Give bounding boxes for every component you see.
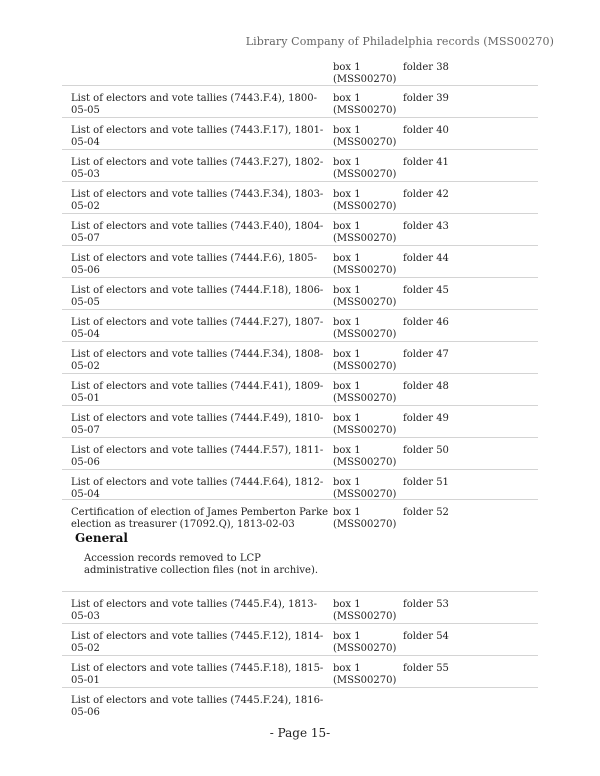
table-row	[62, 309, 538, 342]
item-box: box 1 (MSS00270)	[333, 381, 397, 404]
item-title: List of electors and vote tallies (7445.F.18), 1815-05-01	[71, 663, 324, 686]
table-row	[62, 373, 538, 406]
item-folder: folder 53	[403, 599, 449, 610]
table-row	[62, 213, 538, 246]
item-title: List of electors and vote tallies (7444.F.34), 1808-05-02	[71, 349, 324, 372]
item-box: box 1 (MSS00270)	[333, 157, 397, 180]
item-folder: folder 47	[403, 349, 449, 360]
item-title: List of electors and vote tallies (7444.F.6), 1805-05-06	[71, 253, 317, 276]
item-box: box 1 (MSS00270)	[333, 317, 397, 340]
item-title: List of electors and vote tallies (7443.F.27), 1802-05-03	[71, 157, 324, 180]
item-folder: folder 39	[403, 93, 449, 104]
table-row	[62, 341, 538, 374]
table-row	[62, 687, 538, 720]
table-row	[62, 655, 538, 688]
item-title: List of electors and vote tallies (7444.F.18), 1806-05-05	[71, 285, 324, 308]
item-box: box 1 (MSS00270)	[333, 507, 397, 530]
table-row	[62, 117, 538, 150]
item-folder: folder 41	[403, 157, 449, 168]
table-row	[62, 245, 538, 278]
table-row	[62, 591, 538, 624]
item-folder: folder 50	[403, 445, 449, 456]
item-folder: folder 43	[403, 221, 449, 232]
item-folder: folder 49	[403, 413, 449, 424]
item-title: List of electors and vote tallies (7444.F.57), 1811-05-06	[71, 445, 324, 468]
table-row	[62, 85, 538, 118]
item-title: List of electors and vote tallies (7444.F.49), 1810-05-07	[71, 413, 324, 436]
item-box: box 1 (MSS00270)	[333, 253, 397, 276]
item-box: box 1 (MSS00270)	[333, 663, 397, 686]
table-row	[62, 469, 538, 502]
item-title: List of electors and vote tallies (7445.F.4), 1813-05-03	[71, 599, 317, 622]
item-box: box 1 (MSS00270)	[333, 631, 397, 654]
item-box: box 1 (MSS00270)	[333, 189, 397, 212]
item-title: List of electors and vote tallies (7443.F.40), 1804-05-07	[71, 221, 324, 244]
item-box: box 1 (MSS00270)	[333, 62, 397, 85]
page-number: - Page 15-	[269, 726, 331, 740]
item-title: List of electors and vote tallies (7445.F.12), 1814-05-02	[71, 631, 324, 654]
item-box: box 1 (MSS00270)	[333, 285, 397, 308]
table-row	[62, 623, 538, 656]
general-note: Accession records removed to LCP administrative collection files (not in archive).	[84, 553, 319, 576]
item-title: List of electors and vote tallies (7443.F.34), 1803-05-02	[71, 189, 324, 212]
item-folder: folder 44	[403, 253, 449, 264]
item-box: box 1 (MSS00270)	[333, 221, 397, 244]
table-row	[62, 181, 538, 214]
item-title: List of electors and vote tallies (7444.F.41), 1809-05-01	[71, 381, 324, 404]
item-folder: folder 46	[403, 317, 449, 328]
table-row	[62, 277, 538, 310]
item-box: box 1 (MSS00270)	[333, 413, 397, 436]
item-folder: folder 48	[403, 381, 449, 392]
item-title: List of electors and vote tallies (7445.F.24), 1816-05-06	[71, 695, 324, 718]
item-folder: folder 38	[403, 62, 449, 73]
item-folder: folder 55	[403, 663, 449, 674]
table-row	[62, 437, 538, 470]
item-title: List of electors and vote tallies (7444.F.64), 1812-05-04	[71, 477, 324, 500]
item-folder: folder 40	[403, 125, 449, 136]
page-header-title: Library Company of Philadelphia records (MSS00270)	[245, 35, 554, 48]
table-row	[62, 149, 538, 182]
item-title: Certification of election of James Pemberton Parke election as treasurer (17092.Q), 1813-02-03	[71, 507, 329, 530]
item-title: List of electors and vote tallies (7443.F.17), 1801-05-04	[71, 125, 324, 148]
table-row	[62, 405, 538, 438]
item-box: box 1 (MSS00270)	[333, 349, 397, 372]
item-folder: folder 51	[403, 477, 449, 488]
item-folder: folder 42	[403, 189, 449, 200]
item-folder: folder 54	[403, 631, 449, 642]
item-title: List of electors and vote tallies (7444.F.27), 1807-05-04	[71, 317, 324, 340]
item-box: box 1 (MSS00270)	[333, 477, 397, 500]
item-box: box 1 (MSS00270)	[333, 445, 397, 468]
general-heading: General	[75, 531, 128, 545]
item-box: box 1 (MSS00270)	[333, 125, 397, 148]
item-folder: folder 45	[403, 285, 449, 296]
item-title: List of electors and vote tallies (7443.F.4), 1800-05-05	[71, 93, 317, 116]
item-box: box 1 (MSS00270)	[333, 599, 397, 622]
item-folder: folder 52	[403, 507, 449, 518]
item-box: box 1 (MSS00270)	[333, 93, 397, 116]
table-row	[62, 55, 538, 87]
